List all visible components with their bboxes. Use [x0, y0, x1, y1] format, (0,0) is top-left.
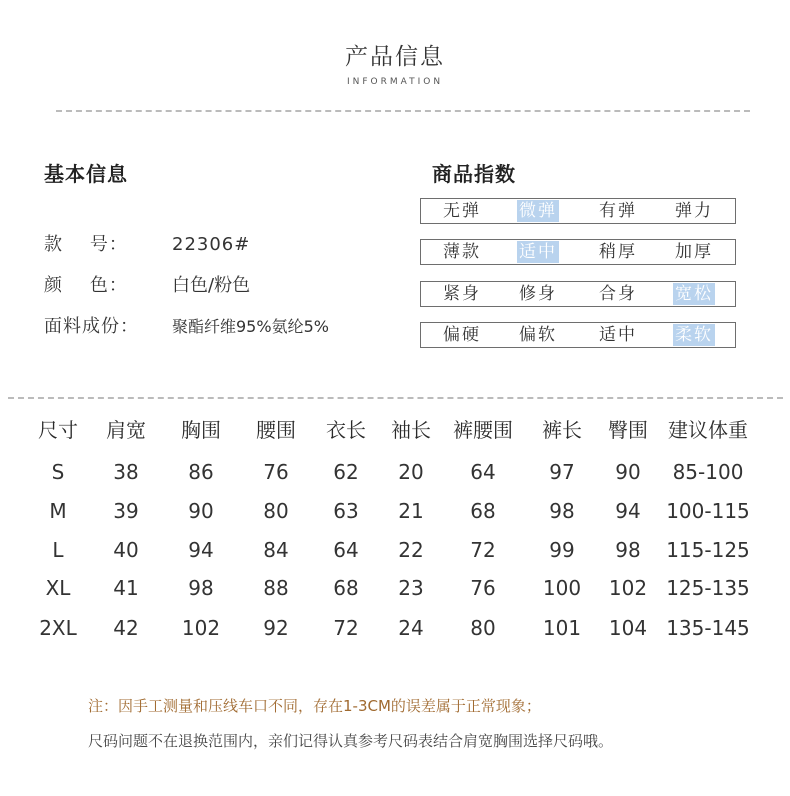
note-return-policy: 尺码问题不在退换范围内，亲们记得认真参考尺码表结合肩宽胸围选择尺码哦。: [88, 732, 614, 750]
table-row: [0, 538, 790, 568]
table-cell: 80: [470, 616, 496, 640]
table-cell: 62: [333, 460, 359, 484]
table-cell: M: [49, 499, 67, 523]
table-cell: 90: [188, 499, 214, 523]
table-cell: 20: [398, 460, 424, 484]
table-cell: 94: [188, 538, 214, 562]
scale-option: 稍厚: [599, 242, 637, 262]
table-cell: 98: [615, 538, 641, 562]
table-cell: 76: [263, 460, 289, 484]
table-header-cell: 肩宽: [106, 418, 146, 442]
table-cell: L: [52, 538, 64, 562]
top-divider: [56, 110, 750, 112]
info-value: 22306#: [172, 234, 251, 255]
table-cell: 85-100: [672, 460, 744, 484]
scale-fit: [420, 281, 736, 307]
table-row: [0, 460, 790, 490]
table-cell: 68: [333, 576, 359, 600]
table-cell: 97: [549, 460, 575, 484]
scale-softness: [420, 322, 736, 348]
table-header-cell: 尺寸: [38, 418, 78, 442]
scale-option: 适中: [519, 242, 557, 262]
table-cell: 63: [333, 499, 359, 523]
product-index-heading: 商品指数: [432, 162, 516, 186]
table-header-cell: 裤长: [542, 418, 582, 442]
table-cell: 135-145: [666, 616, 750, 640]
table-header-cell: 臀围: [608, 418, 648, 442]
table-header-cell: 胸围: [181, 418, 221, 442]
table-row: [0, 499, 790, 529]
table-cell: 94: [615, 499, 641, 523]
table-cell: 86: [188, 460, 214, 484]
page-subtitle: INFORMATION: [346, 77, 444, 87]
table-cell: 38: [113, 460, 139, 484]
table-cell: 22: [398, 538, 424, 562]
table-cell: 100-115: [666, 499, 750, 523]
info-label: 颜 色：: [44, 275, 128, 296]
info-row-style-number: [44, 230, 250, 256]
table-header-cell: 衣长: [326, 418, 366, 442]
table-cell: 88: [263, 576, 289, 600]
table-cell: 24: [398, 616, 424, 640]
scale-option: 合身: [599, 284, 637, 304]
table-cell: XL: [45, 576, 71, 600]
scale-option: 偏软: [519, 325, 557, 345]
scale-option: 宽松: [675, 284, 713, 304]
table-row: [0, 616, 790, 646]
table-header-cell: 袖长: [391, 418, 431, 442]
table-cell: 21: [398, 499, 424, 523]
table-row: [0, 576, 790, 606]
page-title: 产品信息: [345, 44, 445, 70]
table-cell: 115-125: [666, 538, 750, 562]
table-cell: 2XL: [39, 616, 77, 640]
table-cell: 64: [333, 538, 359, 562]
table-cell: 68: [470, 499, 496, 523]
scale-option: 加厚: [675, 242, 713, 262]
table-cell: 98: [188, 576, 214, 600]
table-cell: 76: [470, 576, 496, 600]
scale-thickness: [420, 239, 736, 265]
middle-divider: [8, 397, 783, 399]
table-cell: S: [51, 460, 65, 484]
table-cell: 41: [113, 576, 139, 600]
scale-option: 弹力: [675, 201, 713, 221]
table-cell: 125-135: [666, 576, 750, 600]
table-header-cell: 腰围: [256, 418, 296, 442]
table-cell: 40: [113, 538, 139, 562]
table-cell: 39: [113, 499, 139, 523]
scale-option: 微弹: [519, 201, 557, 221]
table-cell: 100: [542, 576, 582, 600]
scale-option: 有弹: [599, 201, 637, 221]
scale-option: 柔软: [675, 325, 713, 345]
table-cell: 84: [263, 538, 289, 562]
info-row-fabric: [44, 312, 329, 338]
info-row-color: [44, 271, 250, 297]
table-header-cell: 建议体重: [668, 418, 748, 442]
table-cell: 102: [608, 576, 648, 600]
table-cell: 101: [542, 616, 582, 640]
basic-info-heading: 基本信息: [44, 162, 128, 186]
scale-option: 薄款: [443, 242, 481, 262]
table-cell: 92: [263, 616, 289, 640]
info-label: 款 号：: [44, 234, 128, 255]
info-label: 面料成份：: [44, 316, 139, 337]
info-value: 聚酯纤维95%氨纶5%: [172, 317, 329, 336]
scale-elasticity: [420, 198, 736, 224]
scale-option: 偏硬: [443, 325, 481, 345]
table-cell: 102: [181, 616, 221, 640]
table-cell: 23: [398, 576, 424, 600]
table-cell: 72: [333, 616, 359, 640]
table-cell: 90: [615, 460, 641, 484]
scale-option: 修身: [519, 284, 557, 304]
table-cell: 42: [113, 616, 139, 640]
table-cell: 104: [608, 616, 648, 640]
table-cell: 72: [470, 538, 496, 562]
table-cell: 64: [470, 460, 496, 484]
table-cell: 80: [263, 499, 289, 523]
note-measurement-error: 注：因手工测量和压线车口不同，存在1-3CM的误差属于正常现象；: [88, 697, 541, 715]
info-value: 白色/粉色: [172, 275, 251, 296]
scale-option: 无弹: [443, 201, 481, 221]
table-cell: 98: [549, 499, 575, 523]
table-header-cell: 裤腰围: [453, 418, 513, 442]
table-header-row: [0, 414, 790, 444]
scale-option: 适中: [599, 325, 637, 345]
scale-option: 紧身: [443, 284, 481, 304]
table-cell: 99: [549, 538, 575, 562]
